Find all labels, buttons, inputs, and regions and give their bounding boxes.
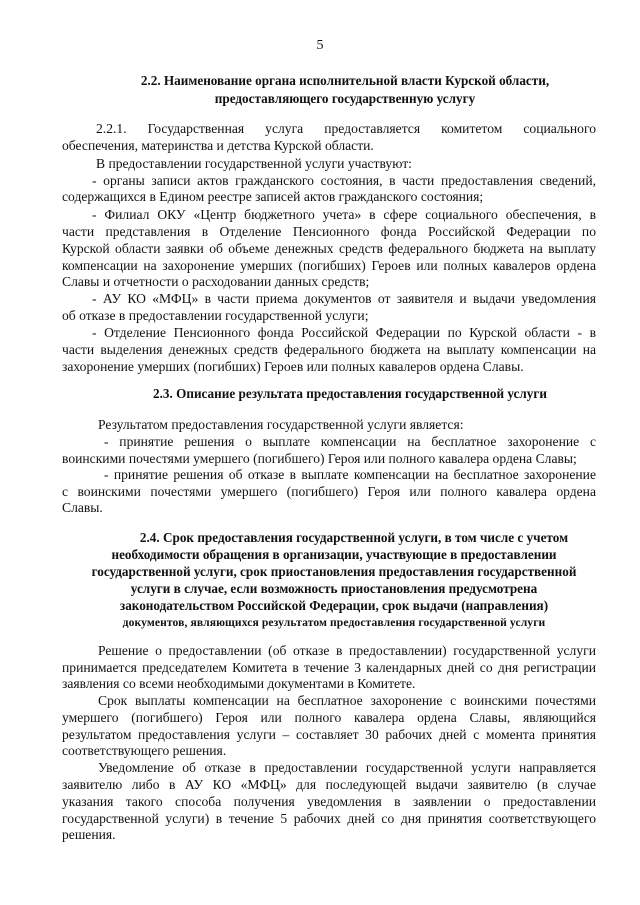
body-line: - принятие решения об отказе в выплате компенсации на бесплатное захоронение <box>104 467 596 482</box>
body-line: Курской области заявки об объеме денежных средств федерального бюджета на выплату <box>62 241 596 256</box>
heading-line: 2.2. Наименование органа исполнительной власти Курской области, <box>140 73 550 88</box>
body-line: соответствующего решения. <box>62 743 227 758</box>
body-line: решения. <box>62 827 116 842</box>
body-line: указания такого способа получения уведомления в заявлении о предоставлении <box>62 794 596 809</box>
body-line: Уведомление об отказе в предоставлении государственной услуги направляется <box>98 760 596 775</box>
body-line: - Филиал ОКУ «Центр бюджетного учета» в сфере социального обеспечения, в <box>92 207 596 222</box>
body-line: обеспечения, материнства и детства Курской области. <box>62 138 374 153</box>
heading-line: документов, являющихся результатом предоставления государственной услуги <box>122 616 546 629</box>
body-line: заявления со всеми необходимыми документами в Комитете. <box>62 676 416 691</box>
body-line: результатом предоставления услуги – составляет 30 рабочих дней с момента принятия <box>62 727 596 742</box>
heading-line: услуги в случае, если возможность приостановления предусмотрена <box>130 581 538 596</box>
body-line: Срок выплаты компенсации на бесплатное захоронение с воинскими почестями <box>98 693 596 708</box>
body-line: Славы и отчетности о расходовании данных средств; <box>62 274 370 289</box>
body-line: части представления в Отделение Пенсионного фонда Российской Федерации по <box>62 224 596 239</box>
body-line: - Отделение Пенсионного фонда Российской Федерации по Курской области - в <box>92 325 596 340</box>
body-line: государственной услуги) в течение 5 рабочих дней со дня принятия соответствующего <box>62 811 596 826</box>
body-line: - принятие решения о выплате компенсации на бесплатное захоронение с <box>104 434 596 449</box>
body-line: В предоставлении государственной услуги участвуют: <box>96 156 412 171</box>
heading-line: 2.4. Срок предоставления государственной услуги, в том числе с учетом <box>139 530 569 545</box>
body-line: Решение о предоставлении (об отказе в предоставлении) государственной услуги <box>98 643 596 658</box>
body-line: - органы записи актов гражданского состояния, в части предоставления сведений, <box>92 173 596 188</box>
body-line: принимается председателем Комитета в течение 3 календарных дней со дня регистрации <box>62 660 596 675</box>
body-line: с воинскими почестями умершего (погибшего) Героя или полного кавалера ордена <box>62 484 596 499</box>
heading-line: государственной услуги, срок приостановления предоставления государственной <box>91 564 577 579</box>
body-line: содержащихся в Едином реестре записей актов гражданского состояния; <box>62 189 484 204</box>
heading-line: 2.3. Описание результата предоставления государственной услуги <box>153 386 547 401</box>
heading-line: предоставляющего государственную услугу <box>214 91 476 106</box>
body-line: Славы. <box>62 500 103 515</box>
section-2-2-heading <box>100 72 590 107</box>
section-2-4-heading <box>64 529 604 631</box>
body-line: умершего (погибшего) Героя или полного кавалера ордена Славы, являющийся <box>62 710 596 725</box>
body-line: - АУ КО «МФЦ» в части приема документов от заявителя и выдачи уведомления <box>92 291 596 306</box>
page-number: 5 <box>316 38 324 53</box>
body-line: заявителю либо в АУ КО «МФЦ» для последующей выдачи заявителю (в случае <box>62 777 596 792</box>
heading-line: законодательством Российской Федерации, срок выдачи (направления) <box>119 598 549 613</box>
section-2-3-heading <box>100 385 600 402</box>
body-line: захоронение умерших (погибших) Героев или полных кавалеров ордена Славы. <box>62 359 524 374</box>
body-line: компенсации на захоронение умерших (погибших) Героев или полных кавалеров ордена <box>62 258 596 273</box>
body-line: части выделения денежных средств федерального бюджета на выплату компенсации на <box>62 342 596 357</box>
body-line: Результатом предоставления государственной услуги является: <box>98 417 464 432</box>
body-line: 2.2.1. Государственная услуга предоставляется комитетом социального <box>96 121 596 136</box>
body-line: воинскими почестями умершего (погибшего) Героя или полного кавалера ордена Славы; <box>62 451 577 466</box>
heading-line: необходимости обращения в организации, участвующие в предоставлении <box>111 547 557 562</box>
body-line: об отказе в предоставлении государственной услуги; <box>62 308 369 323</box>
